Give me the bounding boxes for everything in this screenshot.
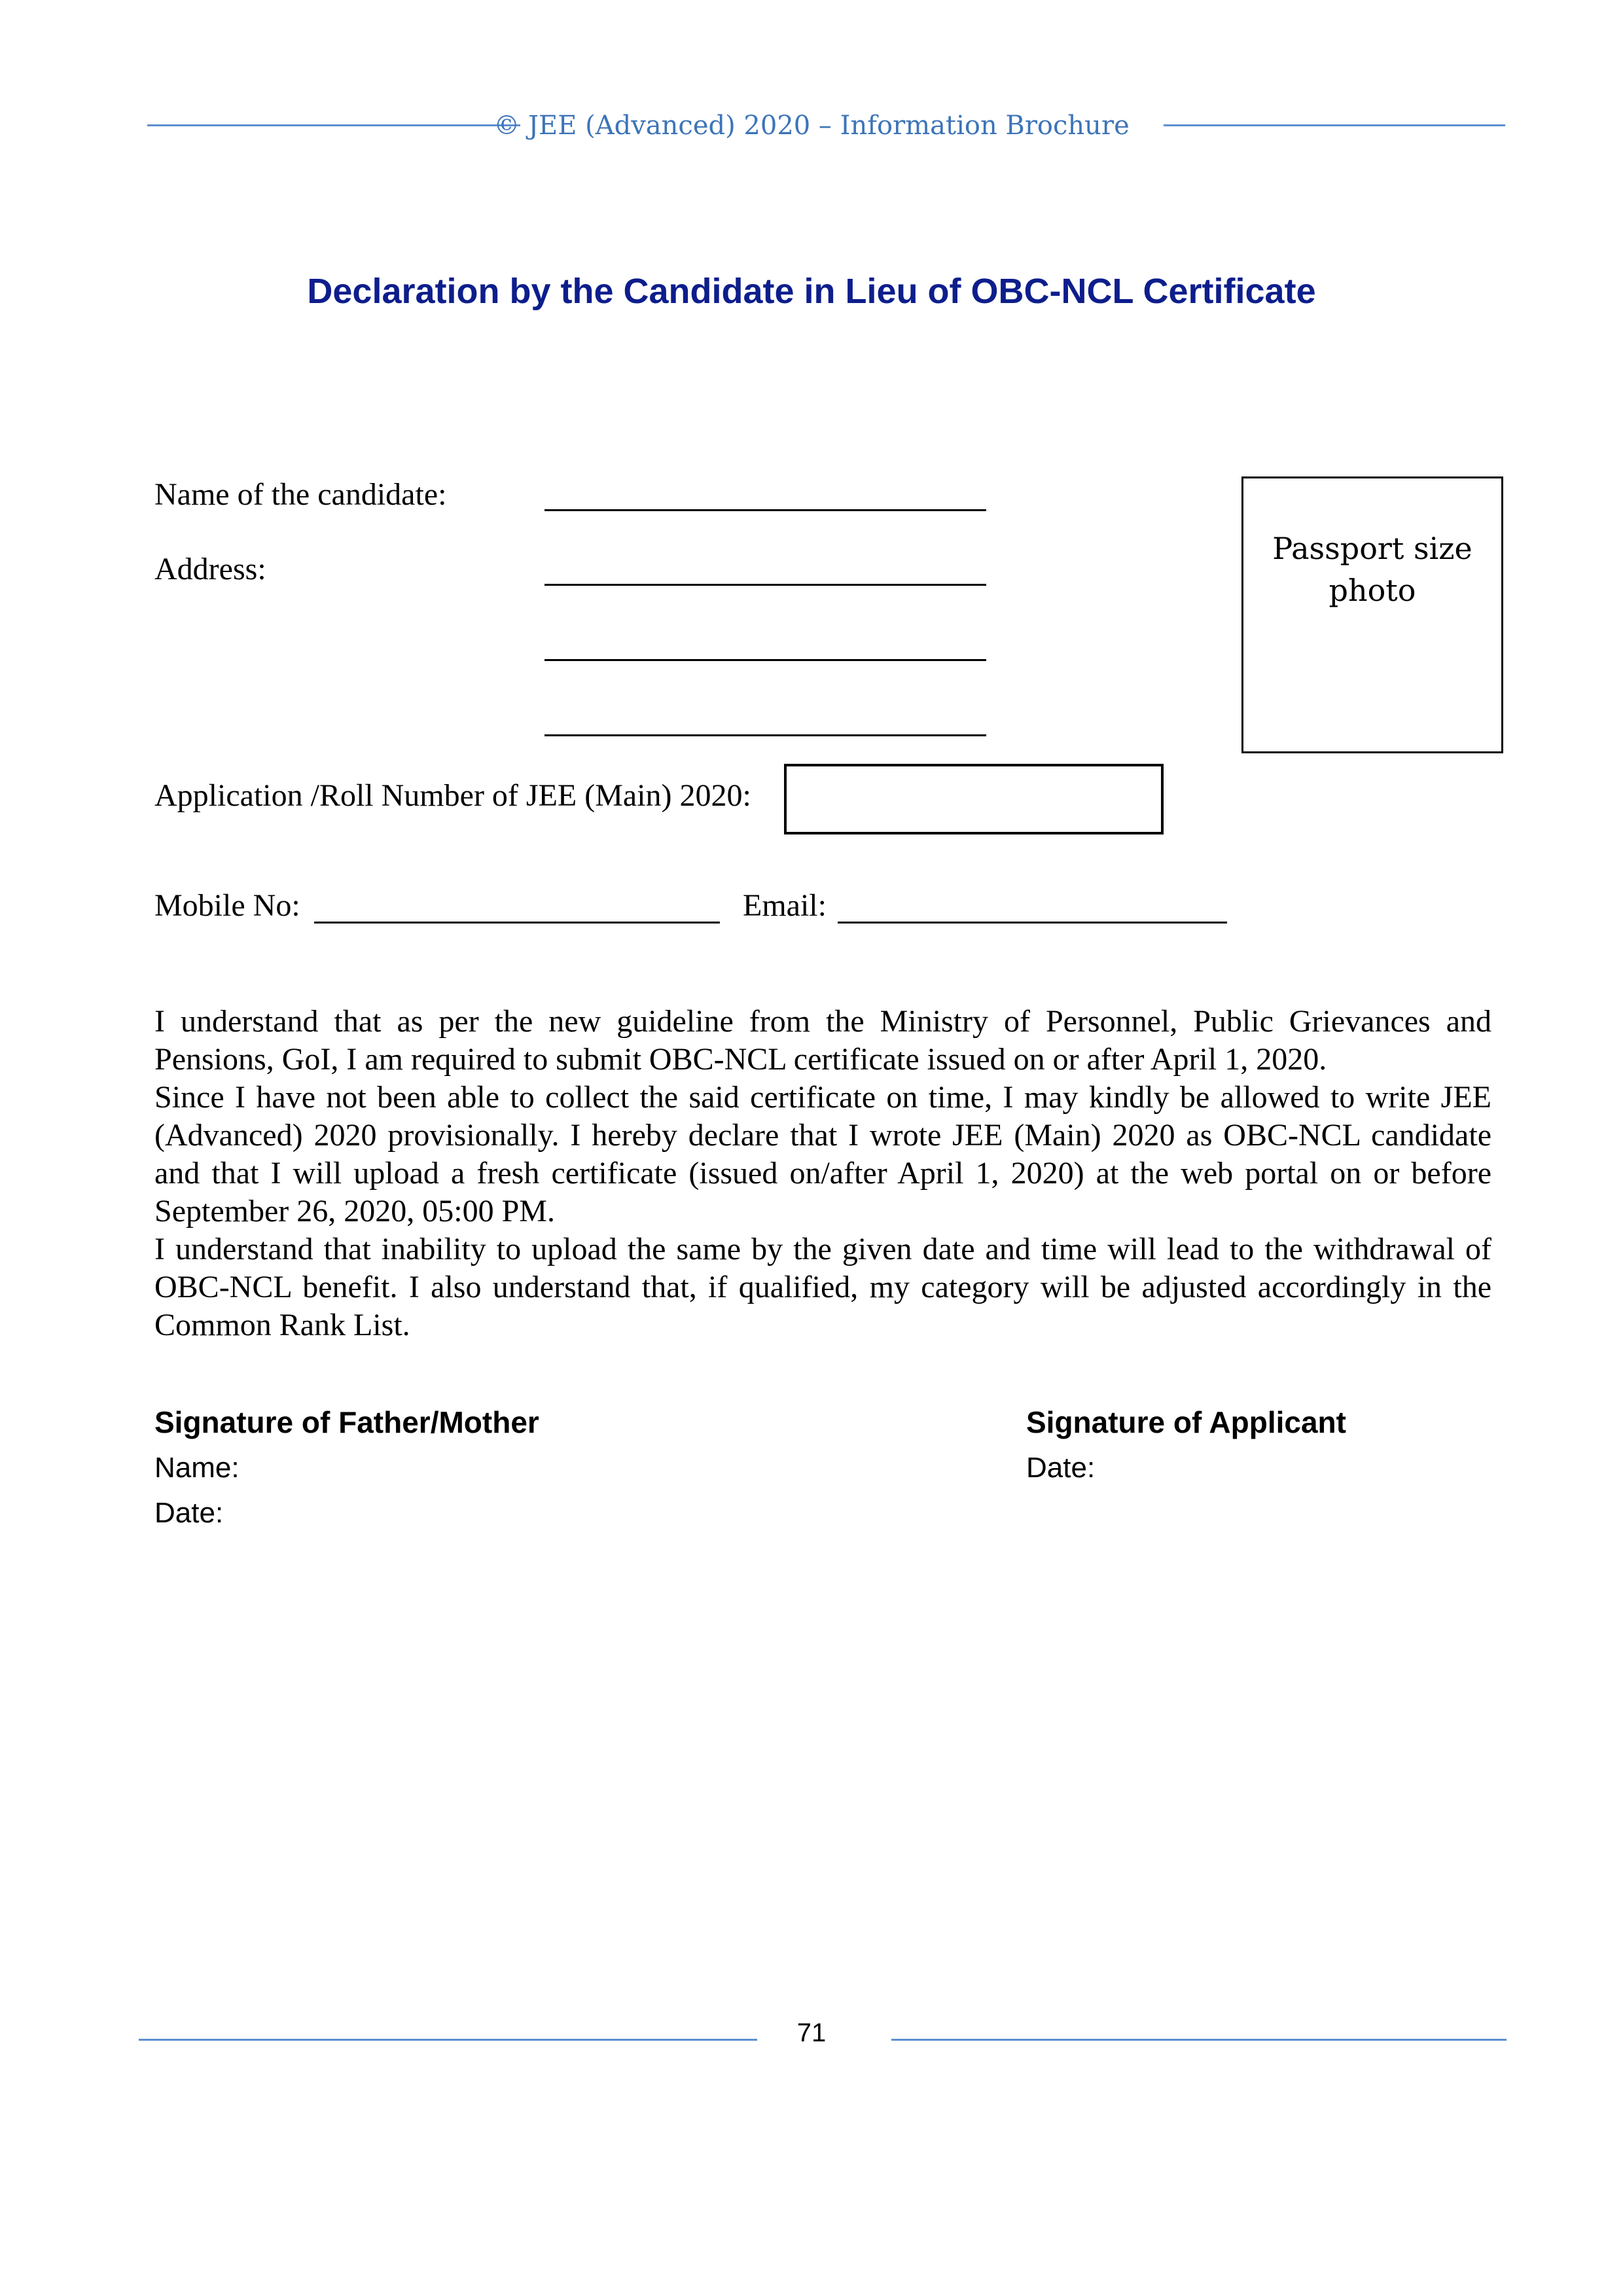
address-label: Address: [154,552,266,586]
declaration-paragraph-3: I understand that inability to upload the same by the given date and time will lead to the withdrawal of OBC-NCL benefit. I also understand that, if qualified, my category will be adjusted accordingly in the Common Rank List. [154,1232,1491,1342]
page-title: Declaration by the Candidate in Lieu of OBC-NCL Certificate [307,272,1316,311]
header-text: © JEE (Advanced) 2020 – Information Brochure [493,111,1130,141]
roll-number-label: Application /Roll Number of JEE (Main) 2020: [154,778,751,813]
footer-rule-left [139,2039,757,2041]
address-field-line-2[interactable] [544,659,986,661]
parent-signature-heading: Signature of Father/Mother [154,1405,539,1439]
email-field-line[interactable] [838,922,1227,924]
name-label: Name of the candidate: [154,477,447,512]
roll-number-box[interactable] [784,764,1164,834]
applicant-signature-heading: Signature of Applicant [1026,1405,1346,1439]
parent-date-label: Date: [154,1497,224,1529]
mobile-field-line[interactable] [314,922,720,924]
parent-name-label: Name: [154,1452,240,1484]
page-number: 71 [796,2018,827,2047]
passport-photo-box[interactable] [1241,476,1503,753]
passport-photo-label: Passport size photo [1272,531,1472,608]
declaration-paragraph-1: I understand that as per the new guideline from the Ministry of Personnel, Public Grievances and Pensions, GoI, I am required to submit OBC-NCL certificate issued on or after April 1, 2020. [154,1004,1491,1077]
header-rule-right [1164,124,1505,126]
applicant-date-label: Date: [1026,1452,1096,1484]
declaration-paragraph-2: Since I have not been able to collect the said certificate on time, I may kindly be allowed to write JEE (Advanced) 2020 provisionally. I hereby declare that I wrote JEE (Main) 2020 as OBC-NCL candidate and that I will upload a fresh certificate (issued on/after April 1, 2020) at the web portal on or before September 26, 2020, 05:00 PM. [154,1080,1491,1229]
address-field-line-1[interactable] [544,584,986,586]
name-field-line[interactable] [544,509,986,511]
address-field-line-3[interactable] [544,734,986,736]
email-label: Email: [743,888,827,923]
mobile-label: Mobile No: [154,888,300,923]
footer-rule-right [891,2039,1507,2041]
